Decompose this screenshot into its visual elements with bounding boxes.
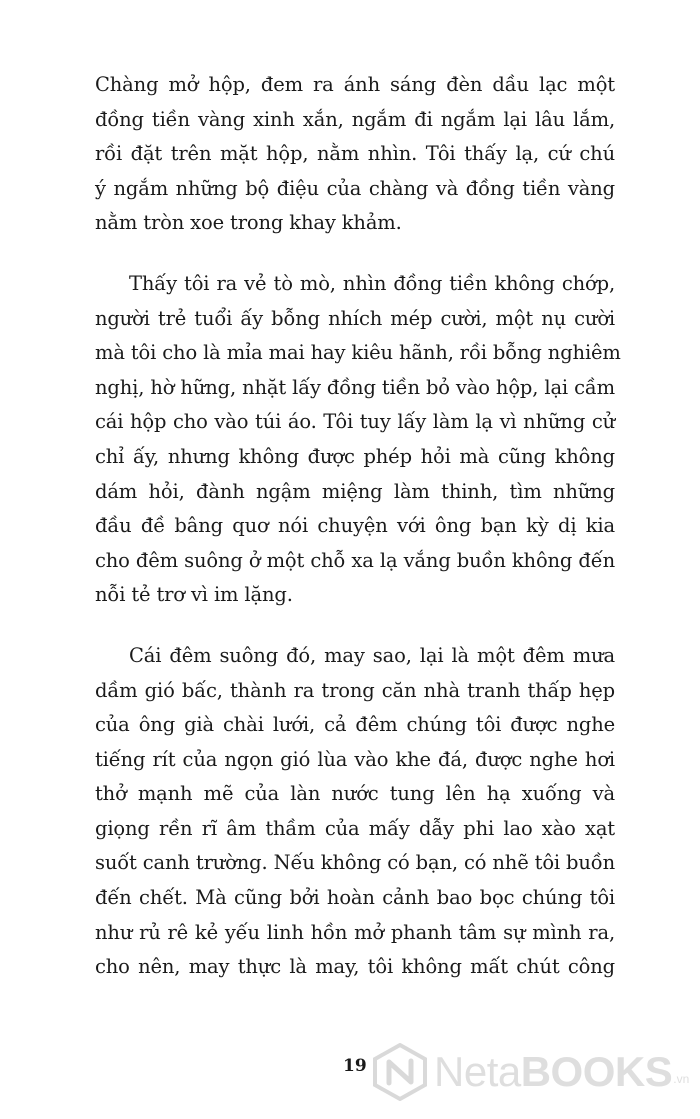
watermark-text (434, 1048, 672, 1096)
text-line: cho đêm suông ở một chỗ xa lạ vắng buồn không đến (95, 548, 615, 572)
text-line: Thấy tôi ra vẻ tò mò, nhìn đồng tiền không chớp, (129, 271, 615, 295)
text-line: nghị, hờ hững, nhặt lấy đồng tiền bỏ vào hộp, lại cầm (95, 375, 615, 399)
text-line: đến chết. Mà cũng bởi hoàn cảnh bao bọc chúng tôi (95, 886, 615, 910)
text-line: suốt canh trường. Nếu không có bạn, có nhẽ tôi buồn (95, 851, 615, 875)
text-line: giọng rền rĩ âm thầm của mấy dẫy phi lao xào xạt (95, 816, 615, 840)
page-body (95, 68, 621, 985)
text-line: mà tôi cho là mỉa mai hay kiêu hãnh, rồi bỗng nghiêm (95, 341, 621, 365)
page-number: 19 (343, 1056, 367, 1076)
text-line: Chàng mở hộp, đem ra ánh sáng đèn dầu lạc một (95, 73, 615, 96)
text-line: nằm tròn xoe trong khay khảm. (95, 211, 402, 235)
text-line: chỉ ấy, nhưng không được phép hỏi mà cũng không (95, 444, 615, 468)
text-line: đầu đề bâng quơ nói chuyện với ông bạn kỳ dị kia (95, 514, 615, 538)
text-line: đồng tiền vàng xinh xắn, ngắm đi ngắm lại lâu lắm, (95, 107, 615, 131)
text-line: của ông già chài lưới, cả đêm chúng tôi được nghe (95, 713, 615, 737)
paragraph-2 (95, 267, 621, 613)
netabooks-logo-icon (372, 1043, 428, 1101)
watermark-text-light: Neta (434, 1048, 521, 1095)
text-line: rồi đặt trên mặt hộp, nằm nhìn. Tôi thấy lạ, cứ chú (95, 142, 615, 166)
paragraph-1 (95, 68, 615, 241)
text-line: thở mạnh mẽ của làn nước tung lên hạ xuống và (95, 782, 615, 806)
text-line: nỗi tẻ trơ vì im lặng. (95, 583, 293, 607)
text-line: dầm gió bấc, thành ra trong căn nhà tranh thấp hẹp (95, 678, 615, 702)
watermark-suffix: .vn (673, 1072, 690, 1086)
watermark (372, 1042, 689, 1102)
text-line: Cái đêm suông đó, may sao, lại là một đêm mưa (129, 643, 615, 667)
text-line: dám hỏi, đành ngậm miệng làm thinh, tìm những (95, 479, 615, 503)
text-line: tiếng rít của ngọn gió lùa vào khe đá, được nghe hơi (95, 747, 615, 771)
text-line: cái hộp cho vào túi áo. Tôi tuy lấy làm lạ vì những cử (95, 410, 615, 434)
watermark-text-bold: BOOKS (520, 1048, 673, 1095)
text-line: cho nên, may thực là may, tôi không mất chút công (95, 955, 615, 979)
text-line: như rủ rê kẻ yếu linh hồn mở phanh tâm sự mình ra, (95, 920, 615, 944)
text-line: ý ngắm những bộ điệu của chàng và đồng tiền vàng (95, 176, 615, 200)
paragraph-3 (95, 639, 615, 985)
text-line: người trẻ tuổi ấy bỗng nhích mép cười, một nụ cười (95, 306, 615, 330)
